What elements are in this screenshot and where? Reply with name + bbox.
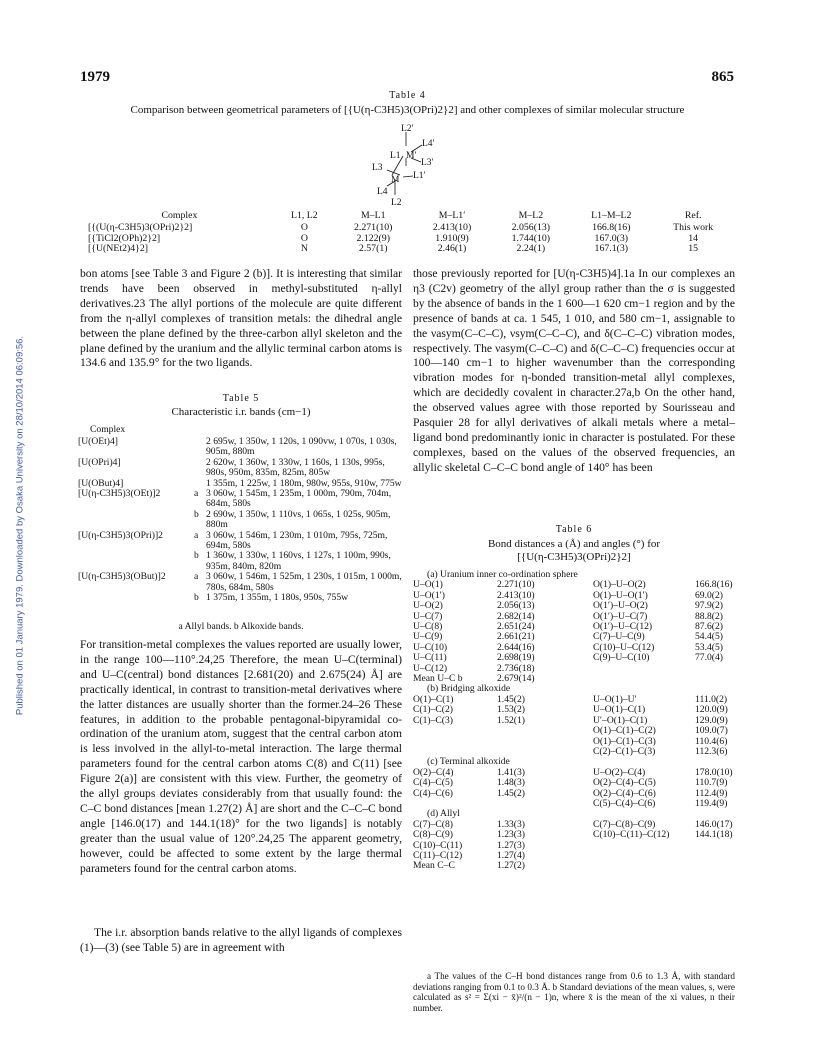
dimer-structure-diagram [345,120,465,206]
table-cell: C(10)–U–C(12) [593,641,655,653]
page-number: 865 [711,69,734,85]
table-cell: 77.0(4) [695,652,723,664]
table-cell: [U(η-C3H5)3(OEt)]2 [78,488,161,500]
table-cell: b [194,592,199,604]
table-cell: U–C(11) [413,652,447,664]
section-heading: (c) Terminal alkoxide [427,756,510,768]
label-l3-prime: L3′ [421,158,434,168]
table-cell [593,841,695,851]
table6-title-line2: [{U(η-C3H5)3(OPri)2}2] [517,551,631,563]
table-cell: Mean U–C b [413,673,463,685]
table6-title [413,538,735,564]
table-cell [194,437,206,458]
table-cell: U–O(1) [413,579,443,591]
table-row [78,593,404,603]
table-cell: 144.1(18) [695,829,733,841]
table-cell: 178.0(10) [695,766,733,778]
table-cell: a [194,488,199,500]
table-cell: 2.682(14) [497,610,535,622]
download-watermark: Published on 01 January 1979. Downloaded by Osaka University on 28/10/2014 06:09:56. [14,335,26,716]
table-cell: 109.0(7) [695,725,728,737]
table-row [413,580,735,590]
table-cell: O [300,222,308,233]
table-cell: 2.056(13) [497,600,535,612]
table-cell: C(11)–C(12) [413,849,463,861]
table-cell: O(1′)–U–O(2) [593,600,648,612]
table-row [413,643,735,653]
table-cell: 2.651(24) [497,621,535,633]
table-cell [695,861,735,871]
table-cell: 2.122(9) [356,232,390,244]
table-cell: U–C(7) [413,610,443,622]
table-row [413,601,735,611]
table-row [413,653,735,663]
table6-label: Table 6 [555,524,593,535]
table-cell: 54.4(5) [695,631,723,643]
table4 [84,210,734,255]
table-cell: 167.1(3) [594,243,629,255]
table-cell: 2.698(19) [497,652,535,664]
table-cell: 3 060w, 1 546m, 1 525m, 1 230s, 1 015m, 1 000m, 780s, 684m, 580s [206,571,402,593]
table6-section-heading [413,684,735,694]
table4-col-header: M–L1′ [438,210,466,221]
table-cell [497,737,593,747]
label-m: M [391,175,400,185]
table-cell [695,664,735,674]
table-cell: 88.8(2) [695,610,723,622]
table-cell: U–C(10) [413,641,448,653]
table-cell: 110.4(6) [695,735,728,747]
table-cell: [{TiCl2(OPh)2}2] [88,232,161,244]
label-l2: L2 [391,198,402,206]
label-l4-prime: L4′ [422,139,435,149]
table-cell: [U(η-C3H5)3(OPri)]2 [78,529,163,541]
table-cell: 129.0(9) [695,714,728,726]
table-cell: O(2)–C(4)–C(6) [593,787,656,799]
paragraph-text: those previously reported for [U(η-C3H5)4].1a In our complexes an η3 (C2v) geometry of the allyl group rather than the σ is suggested by the absence of bands in the 1 600—1 620 cm−1 region and by the presence of bands at ca. 1 545, 1 010, and 580 cm−1, assignable to the νasym(C–C–C), νsym(C–C–C), and δ(C–C–C) vibration modes, respectively. The νasym(C–C–C) and δ(C–C–C) frequencies occur at 100—140 cm−1 to higher wavenumber than the corresponding vibration modes for η-bonded transition-metal allyl complexes, which are decidedly covalent in character.27a,b On the other hand, the observed values agree with those reported by Sourisseau and Pasquier 28 for allyl derivatives of alkali metals where a metal–ligand bond predominantly ionic in character is postulated. For these complexes, based on the values of the observed frequencies, an allylic skeletal C–C–C bond angle of 140° has been [413,267,735,474]
table4-col-header: M–L2 [518,210,544,221]
table-cell: 2.271(10) [354,222,393,233]
table-cell: 15 [688,243,699,255]
table-row [78,551,404,572]
table-row [78,531,404,552]
table-cell: a [194,571,199,583]
table-cell: 2.271(10) [497,579,535,591]
table-cell: 1.45(2) [497,693,525,705]
paragraph-text: bon atoms [see Table 3 and Figure 2 (b)]. It is interesting that similar trends have been observed in methyl-substituted η-allyl derivatives.23 The allyl portions of the molecule are quite different from the η-allyl complexes of transition metals: the dihedral angle between the plane defined by the three-carbon allyl skeleton and the plane defined by the uranium and the allylic terminal carbon atoms is 134.6 and 135.9° for the two ligands. [80,267,402,370]
label-m-prime: M′ [406,151,417,161]
table-cell: C(7)–C(8) [413,818,453,830]
table-row [84,244,734,255]
table-cell [593,861,695,871]
table-cell: b [194,508,199,520]
table-cell: U–O(1)–C(1) [593,704,646,716]
table-cell: C(1)–C(2) [413,704,453,716]
table-cell [413,726,497,736]
table-cell: 2.413(10) [432,222,472,233]
table-cell: U′–O(1)–C(1) [593,714,648,726]
table6-footnote: a The values of the C–H bond distances range from 0.6 to 1.3 Å, with standard deviations ranging from 0.1 to 0.3 Å. b Standard deviations of the mean values, s, were calculated as s² = Σ(xi − x̄)²/(n − 1)n, where x̄ is the mean of the xi values, n their number. [413,971,735,1013]
table-cell: [{U(NEt2)4}2] [88,243,149,255]
table-cell: 53.4(5) [695,641,723,653]
table-cell: 112.3(6) [695,745,728,757]
table-row [84,234,734,245]
table-row [413,695,735,705]
table4-title: Comparison between geometrical parameters of [{U(η-C3H5)3(OPri)2}2] and other complexes of similar molecular structure [130,104,685,116]
table-cell: C(4)–C(5) [413,777,453,789]
table-cell: 2.24(1) [516,243,546,255]
label-l2-prime: L2′ [401,124,414,134]
table-cell: 2.679(14) [497,673,535,685]
table5 [78,437,404,604]
table-cell: 1.27(3) [497,839,525,851]
table-cell: C(10)–C(11) [413,839,463,851]
table-cell: O(2)–C(4)–C(5) [593,777,656,789]
table-cell: U–O(1′) [413,589,445,601]
table-cell: 1.41(3) [497,766,525,778]
table-cell: 111.0(2) [695,693,728,705]
table-cell: N [300,243,308,255]
table-cell: 1.23(3) [497,829,525,841]
table-cell: 166.8(16) [695,579,733,591]
table-cell: Mean C–C [413,860,455,872]
table-cell: 2 695w, 1 350w, 1 120s, 1 090vw, 1 070s, 1 030s, 905m, 880m [206,436,397,458]
table-cell: 2.661(21) [497,631,535,643]
paragraph-text: For transition-metal complexes the values reported are usually lower, in the range 100—110°.24,25 Therefore, the mean U–C(terminal) and U–C(central) bond distances [2.681(20) and 2.675(24) Å] are practically identical, in contrast to transition-metal derivatives where the latter distances are usually shorter than the former.24–26 These features, in addition to the probable pentagonal-bipyramidal co-ordination of the uranium atom, suggest that the central carbon atom is less involved in the allyl-to-metal interaction. The large thermal parameters found for the central carbon atoms C(8) and C(11) [see Figure 2(a)] are consistent with this view. Further, the geometry of the allyl groups deviates considerably from that usually found: the C–C bond distances [mean 1.27(2) Å] are short and the C–C–C bond angle [146.0(17) and 144.1(18)° for the two ligands] is notably greater than the usual value of 120°.24,25 The apparent geometry, however, could be affected to some extent by the large thermal parameters found for the central carbon atoms. [80,638,402,875]
table-cell: 2.413(10) [497,589,535,601]
table5-footnote: a Allyl bands. b Alkoxide bands. [178,621,304,632]
table6-section-heading [413,570,735,580]
table-row [413,726,735,736]
table-row [84,223,734,234]
table-cell: [U(η-C3H5)3(OBut)]2 [78,571,166,583]
label-l1: L1 [390,151,401,161]
table-cell [695,841,735,851]
table-cell [497,799,593,809]
table-cell: C(9)–U–C(10) [593,652,650,664]
table-cell: O(1)–C(1) [413,693,454,705]
table-cell: 1.33(3) [497,818,525,830]
table4-label: Table 4 [389,90,426,101]
table-cell: 1.910(9) [435,232,469,244]
right-paragraph-1 [413,267,735,476]
table-cell: 2.644(16) [497,641,535,653]
table4-col-header: Ref. [684,210,702,221]
table-cell: C(1)–C(3) [413,714,453,726]
table-cell: O(1)–C(1)–C(3) [593,735,656,747]
table-cell: O(1)–U–O(2) [593,579,646,591]
table-cell: 120.0(9) [695,704,728,716]
table4-col-header: M–L1 [360,210,386,221]
table-cell: O(1)–C(1)–C(2) [593,725,656,737]
table-row [413,612,735,622]
table-cell: C(5)–C(4)–C(6) [593,797,656,809]
table-cell [695,674,735,684]
table-cell: [U(OPri)4] [78,456,121,468]
table-cell: U–O(2) [413,600,443,612]
table-row [78,458,404,479]
table-cell [497,726,593,736]
section-heading: (b) Bridging alkoxide [427,683,511,695]
table6-title-line1: Bond distances a (Å) and angles (°) for [487,538,661,550]
table-cell [78,551,194,572]
table-cell: 1.52(1) [497,714,525,726]
table6-section-heading [413,757,735,767]
table-cell: 1 355m, 1 225w, 1 180m, 980w, 955s, 910w, 775w [206,477,402,489]
table-cell: C(7)–U–C(9) [593,631,645,643]
table-row [413,789,735,799]
table-cell: 2 620w, 1 360w, 1 330w, 1 160s, 1 130s, 995s, 980s, 950m, 835m, 825m, 805w [206,456,385,479]
table-row [413,737,735,747]
paragraph-text: The i.r. absorption bands relative to the allyl ligands of complexes (1)—(3) (see Table 5) are in agreement with [80,926,402,954]
table-cell [593,664,695,674]
table-row [413,851,735,861]
table-cell: U–C(9) [413,631,443,643]
table-cell: 87.6(2) [695,621,723,633]
table-row [413,799,735,809]
table4-col-header: L1, L2 [291,210,318,221]
table-row [413,830,735,840]
table-row [413,632,735,642]
table-cell: 14 [688,232,699,244]
table-cell: 2.57(1) [358,243,388,255]
table-cell: 3 060w, 1 545m, 1 235m, 1 000m, 790m, 704m, 684m, 580s [206,488,392,510]
table-row [413,716,735,726]
table-cell: C(2)–C(1)–C(3) [593,745,656,757]
page-year: 1979 [80,69,110,85]
table-cell: O(1)–U–O(1′) [593,589,648,601]
table5-label: Table 5 [222,393,260,404]
table-cell: U–O(1)–U′ [593,693,637,705]
left-paragraph-1 [80,267,402,371]
section-heading: (d) Allyl [427,808,460,820]
table-cell: b [194,550,199,562]
table-cell: [{(U(η-C3H5)3(OPri)2}2] [88,222,193,233]
table-cell: 1.45(2) [497,787,525,799]
table-cell [78,510,194,531]
table-cell: 110.7(9) [695,777,728,789]
table-row [413,861,735,871]
table-cell: C(7)–C(8)–C(9) [593,818,656,830]
table5-title: Characteristic i.r. bands (cm−1) [171,406,311,418]
table-cell [413,737,497,747]
table-cell: 119.4(9) [695,797,728,809]
section-heading: (a) Uranium inner co-ordination sphere [427,569,578,580]
table-cell: 166.8(16) [592,222,631,233]
table-row [78,510,404,531]
table-cell [593,851,695,861]
table-cell: 146.0(17) [695,818,733,830]
table-cell: C(10)–C(11)–C(12) [593,829,670,841]
table-cell [593,674,695,684]
table-cell [695,851,735,861]
table-cell: 2.46(1) [437,243,467,255]
table5-col-header: Complex [90,424,126,435]
table-row [413,591,735,601]
table-cell: 69.0(2) [695,589,723,601]
table-cell: This work [673,222,714,233]
table-row [78,572,404,593]
table-row [413,768,735,778]
table-cell: 1.744(10) [511,232,551,244]
table-cell: 1.48(3) [497,777,525,789]
table-cell: O [300,232,308,244]
table-cell: 2 690w, 1 350w, 1 110vs, 1 065s, 1 025s, 905m, 880m [206,508,391,531]
table-cell: O(1′)–U–C(12) [593,621,653,633]
table-cell: 97.9(2) [695,600,723,612]
table-row [413,778,735,788]
label-l1-prime: L1′ [413,171,426,181]
table-cell [78,593,194,603]
table-cell: 2.056(13) [511,222,551,233]
table-cell: 3 060w, 1 546m, 1 230m, 1 010m, 795s, 725m, 694m, 580s [206,529,388,552]
table4-col-header: L1–M–L2 [591,210,632,221]
table-cell: C(4)–C(6) [413,787,453,799]
table-cell: [U(OEt)4] [78,436,118,447]
table-cell: U–C(8) [413,621,443,633]
table-cell: [U(OBut)4] [78,477,124,489]
table-row [413,820,735,830]
table-cell: O(2)–C(4) [413,766,454,778]
table-cell: 1.27(2) [497,860,525,872]
table-cell: 112.4(9) [695,787,728,799]
label-l4: L4 [377,187,388,197]
table-cell: U–C(12) [413,662,448,674]
table-cell [497,747,593,757]
table-cell: 1 375m, 1 355m, 1 180s, 950s, 755w [206,592,349,604]
table4-col-header: Complex [161,210,198,221]
table-row [78,489,404,510]
table-cell: C(8)–C(9) [413,829,453,841]
table-cell: 167.0(3) [594,232,629,244]
table-row [78,437,404,458]
table6-section-heading [413,809,735,819]
table-row [413,705,735,715]
label-l3: L3 [372,163,383,173]
table6 [413,570,735,872]
table-cell: 1.53(2) [497,704,525,716]
left-paragraph-2 [80,638,402,877]
table-cell: O(1′)–U–C(7) [593,610,648,622]
table-cell: 1.27(4) [497,849,525,861]
table-cell: U–O(2)–C(4) [593,766,646,778]
left-paragraph-3 [80,926,402,956]
table-row [413,622,735,632]
table-cell [194,458,206,479]
table-cell: 2.736(18) [497,662,535,674]
table-cell: a [194,529,199,541]
table-cell: 1 360w, 1 330w, 1 160vs, 1 127s, 1 100m, 990s, 935m, 840m, 820m [206,550,391,572]
